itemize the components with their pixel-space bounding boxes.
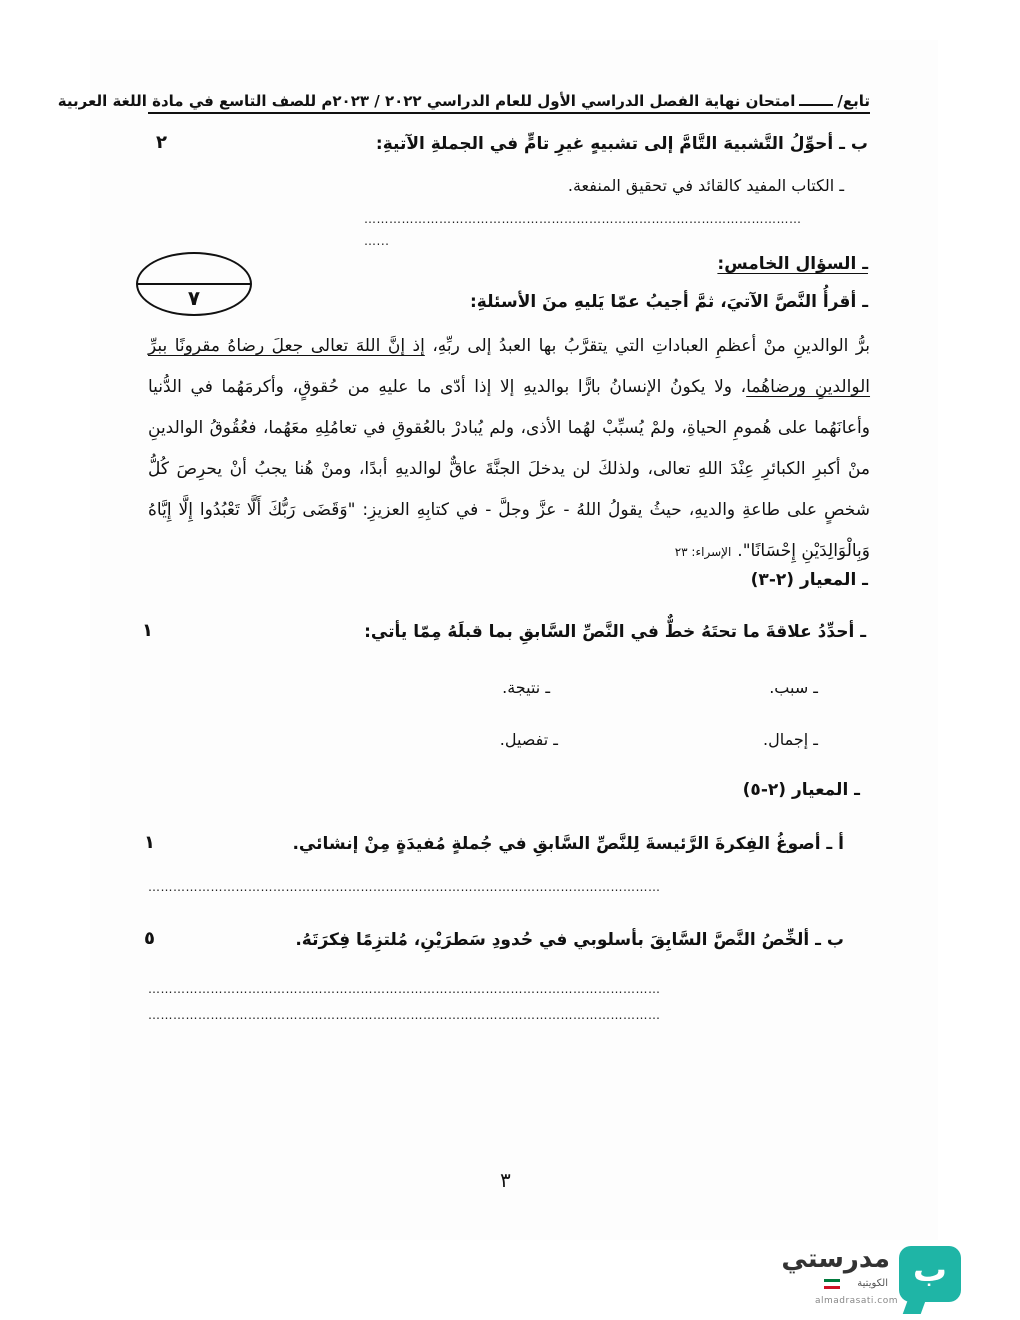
madrasati-logo-icon <box>899 1246 961 1302</box>
passage-text: برُّ الوالدينِ منْ أعظمِ العباداتِ التي يتقرَّبُ بها العبدُ إلى ربِّهِ، <box>424 336 870 356</box>
criterion-label: ـ المعيار (٢-٣) <box>750 570 868 590</box>
kuwait-flag-icon <box>824 1279 840 1289</box>
header-rule <box>148 112 870 114</box>
option-cause[interactable]: ـ سبب. <box>769 678 818 697</box>
score-total: ٧ <box>187 286 201 310</box>
simile-question-prompt: ب ـ أحوِّلُ التَّشبيهَ التَّامَّ إلى تشبيهٍ غيرِ تامٍّ في الجملةِ الآتيةِ: <box>375 134 868 154</box>
brand-subtitle: الكويتية <box>857 1278 888 1289</box>
page-number: ٣ <box>500 1168 511 1192</box>
option-generalization[interactable]: ـ إجمال. <box>763 730 818 749</box>
brand-url: almadrasati.com <box>814 1296 898 1306</box>
brand-name: مدرستي <box>781 1244 890 1274</box>
relation-question-mark: ١ <box>142 620 153 641</box>
answer-line[interactable]: …... <box>364 234 390 248</box>
question-five-title: ـ السؤال الخامس: <box>717 254 868 274</box>
option-detail[interactable]: ـ تفصيل. <box>499 730 558 749</box>
reading-instruction: ـ أقرأُ النَّصَّ الآتيَ، ثمَّ أجيبُ عمّا يَليهِ منَ الأسئلةِ: <box>469 292 868 312</box>
blank-field <box>799 90 833 106</box>
logo-glyph: ب <box>912 1250 948 1290</box>
passage-underlined-text: إذ إنَّ اللهَ تعالى جعلَ رضاهُ مقرونًا ببرِّ الوالدينِ ورضاهُما <box>148 336 871 397</box>
simile-question-mark: ٢ <box>156 132 167 153</box>
main-idea-question-mark: ١ <box>144 832 155 853</box>
criterion-label: ـ المعيار (٢-٥) <box>742 780 860 800</box>
answer-line[interactable]: …………………………………………………………………………………………………………… <box>148 1008 661 1022</box>
quran-reference: الإسراء: ٢٣ <box>674 545 732 559</box>
summary-question-prompt: ب ـ ألخِّصُ النَّصَّ السَّابِقَ بأسلوبي في حُدودِ سَطرَيْنِ، مُلتزِمًا فِكرَتَهُ. <box>295 930 844 950</box>
score-divider <box>138 283 250 285</box>
exam-header <box>58 90 870 110</box>
answer-line[interactable]: …………………………………………………………………………………………………………… <box>148 982 661 996</box>
answer-line[interactable]: …………………………………………………………………………………………… <box>364 212 802 226</box>
header-prefix: تابع/ <box>837 92 870 110</box>
option-result[interactable]: ـ نتيجة. <box>502 678 550 697</box>
main-idea-question-prompt: أ ـ أصوغُ الفِكرةَ الرَّئيسةَ لِلنَّصِّ السَّابقِ في جُملةٍ مُفيدَةٍ مِنْ إنشائي. <box>292 834 844 854</box>
reading-passage <box>148 326 870 573</box>
answer-line[interactable]: …………………………………………………………………………………………………………… <box>148 880 661 894</box>
simile-sentence: ـ الكتاب المفيد كالقائد في تحقيق المنفعة. <box>567 176 844 195</box>
header-title: امتحان نهاية الفصل الدراسي الأول للعام الدراسي ٢٠٢٢ / ٢٠٢٣م للصف التاسع في مادة اللغة العربية <box>57 92 796 110</box>
relation-question-prompt: ـ أحدِّدُ علاقةَ ما تحتَهُ خطٌّ في النَّصِّ السَّابقِ بما قبلَهُ مِمّا يأتي: <box>364 622 866 642</box>
score-oval <box>136 252 252 316</box>
passage-text: ، ولا يكونُ الإنسانُ بارًّا بوالديهِ إلا إذا أدّى ما عليهِ من حُقوقٍ، وأكرمَهُما في الدُّنيا وأعانَهُما على هُمومِ الحياةِ، ولمْ يُسبِّبْ لهُما الأذى، ولم يُبادرْ بالعُقوقِ في تعامُلِهِ معَهُما، فعُقُوقُ الوالدينِ منْ أكبرِ الكبائرِ عِنْدَ اللهِ تعالى، ولذلكَ لن يدخلَ الجنَّةَ عاقٌّ لوالديهِ أبدًا، ومنْ هُنا يجبُ أنْ يحرِصَ كُلُّ شخصٍ على طاعةِ والديهِ، حيثُ يقولُ اللهُ - عزَّ وجلَّ - في كتابِهِ العزيزِ: "وَقَضَى رَبُّكَ أَلَّا تَعْبُدُوا إِلَّا إِيَّاهُ وَبِالْوَالِدَيْنِ إِحْسَانًا". <box>148 377 870 561</box>
summary-question-mark: ٥ <box>144 928 155 949</box>
